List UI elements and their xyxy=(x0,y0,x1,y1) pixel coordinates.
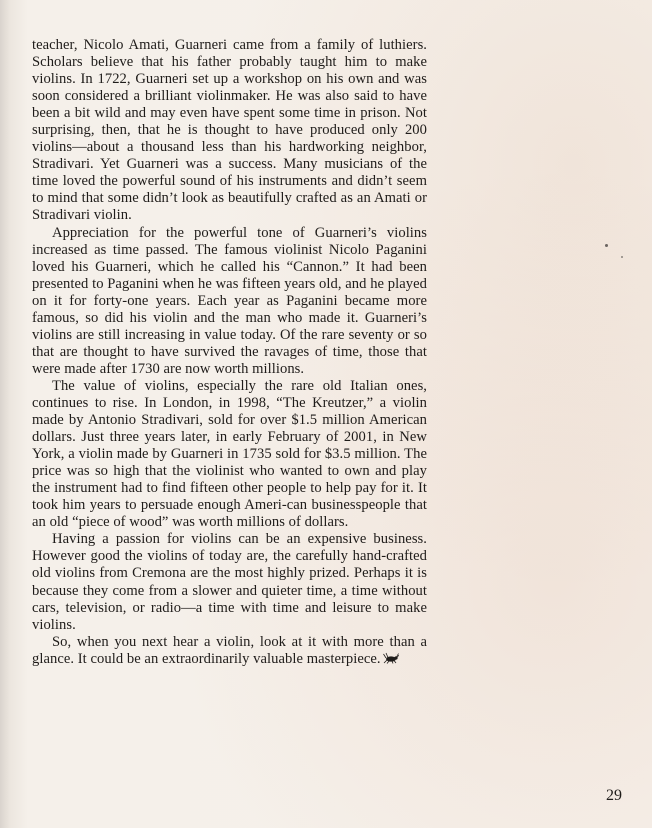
paragraph-4: Having a passion for violins can be an expensive business. However good the violins of today are, the carefully hand-crafted old violins from Cremona are the most highly prized. Perhaps it is because they come from a slower and quieter time, a time without cars, television, or radio—a time with time and leisure to make violins. xyxy=(32,531,427,633)
page-number: 29 xyxy=(606,787,622,804)
body-text xyxy=(32,37,427,668)
cricket-end-mark-icon xyxy=(383,652,399,664)
paper-speck xyxy=(605,244,608,247)
paragraph-5 xyxy=(32,634,427,668)
paragraph-1: teacher, Nicolo Amati, Guarneri came from a family of luthiers. Scholars believe that his father probably taught him to make violins. In 1722, Guarneri set up a workshop on his own and was soon considered a brilliant violinmaker. He was also said to have been a bit wild and may even have spent some time in prison. Not surprising, then, that he is thought to have produced only 200 violins—about a thousand less than his hardworking neighbor, Stradivari. Yet Guarneri was a success. Many musicians of the time loved the powerful sound of his instruments and didn’t seem to mind that some didn’t look as beautifully crafted as an Amati or Stradivari violin. xyxy=(32,37,427,224)
paragraph-3: The value of violins, especially the rare old Italian ones, continues to rise. In London, in 1998, “The Kreutzer,” a violin made by Antonio Stradivari, sold for over $1.5 million American dollars. Just three years later, in early February of 2001, in New York, a violin made by Guarneri in 1735 sold for $3.5 million. The price was so high that the violinist who wanted to own and play the instrument had to find fifteen other people to help pay for it. It took him years to persuade enough Ameri-can businesspeople that an old “piece of wood” was worth millions of dollars. xyxy=(32,377,427,531)
paragraph-2: Appreciation for the powerful tone of Guarneri’s violins increased as time passed. The famous violinist Nicolo Paganini loved his Guarneri, which he called his “Cannon.” It had been presented to Paganini when he was fifteen years old, and he played on it for forty-one years. Each year as Paganini became more famous, so did his violin and the man who made it. Guarneri’s violins are still increasing in value today. Of the rare seventy or so that are thought to have survived the ravages of time, those that were made after 1730 are now worth millions. xyxy=(32,224,427,377)
paragraph-5-text: So, when you next hear a violin, look at it with more than a glance. It could be an extraordinarily valuable masterpiece. xyxy=(32,633,427,667)
paper-speck xyxy=(621,256,623,258)
